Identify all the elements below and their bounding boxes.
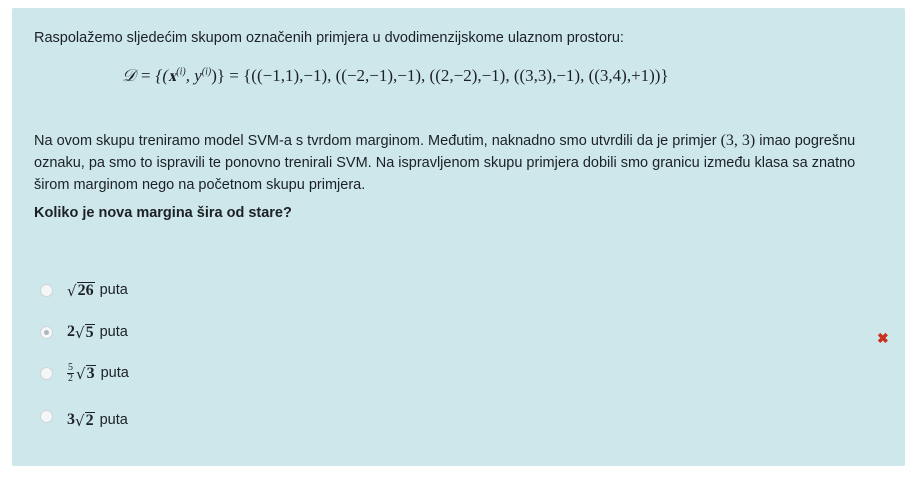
option-label: 3 √ 2 puta [67, 411, 128, 430]
answer-option-4[interactable] [40, 408, 128, 432]
point-label: (3, 3) [720, 132, 756, 149]
question-body: Na ovom skupu treniramo model SVM-a s tvrdom marginom. Međutim, naknadno smo utvrdili da je primjer (3, 3) imao pogrešnu oznaku, pa smo to ispravili te ponovno trenirali SVM. Na ispravljenom skupu primjera dobili smo granicu između klasa sa znatno širom marginom nego na početnom skupu primjera. [34, 132, 856, 193]
sqrt-expression: √ 2 [75, 411, 94, 430]
answer-option-2[interactable] [40, 320, 128, 344]
option-label: $\frac{5}{2}$ √ 3 puta [68, 361, 129, 384]
sqrt-expression: √ 3 [76, 364, 95, 383]
sqrt-expression: √ 5 [75, 323, 94, 342]
option-label: 2 √ 5 puta [67, 323, 128, 342]
question-card [12, 8, 905, 466]
sqrt-expression: √ 26 [67, 281, 94, 300]
radio-button-selected[interactable] [40, 326, 53, 339]
question-prompt: Koliko je nova margina šira od stare? [34, 205, 292, 221]
radio-button[interactable] [40, 284, 53, 297]
option-label: √ 26 puta [67, 281, 128, 300]
question-intro: Raspolažemo sljedećim skupom označenih primjera u dvodimenzijskome ulaznom prostoru: [34, 30, 624, 46]
answer-option-1[interactable] [40, 278, 128, 302]
cross-icon: ✖ [877, 330, 889, 346]
radio-button[interactable] [40, 367, 53, 380]
answer-option-3[interactable] [40, 361, 129, 385]
dataset-formula: 𝒟 = {(𝐱$^{(i)}$, $y^{(i)})\} = \{((-1,1),-1)$, ((−2,−1),−1), ((2,−2),−1), ((3,3),−1), ((3,4),+1))} [122, 66, 669, 85]
radio-button[interactable] [40, 410, 53, 423]
fraction: $\frac{5}{2}$ [68, 361, 73, 384]
